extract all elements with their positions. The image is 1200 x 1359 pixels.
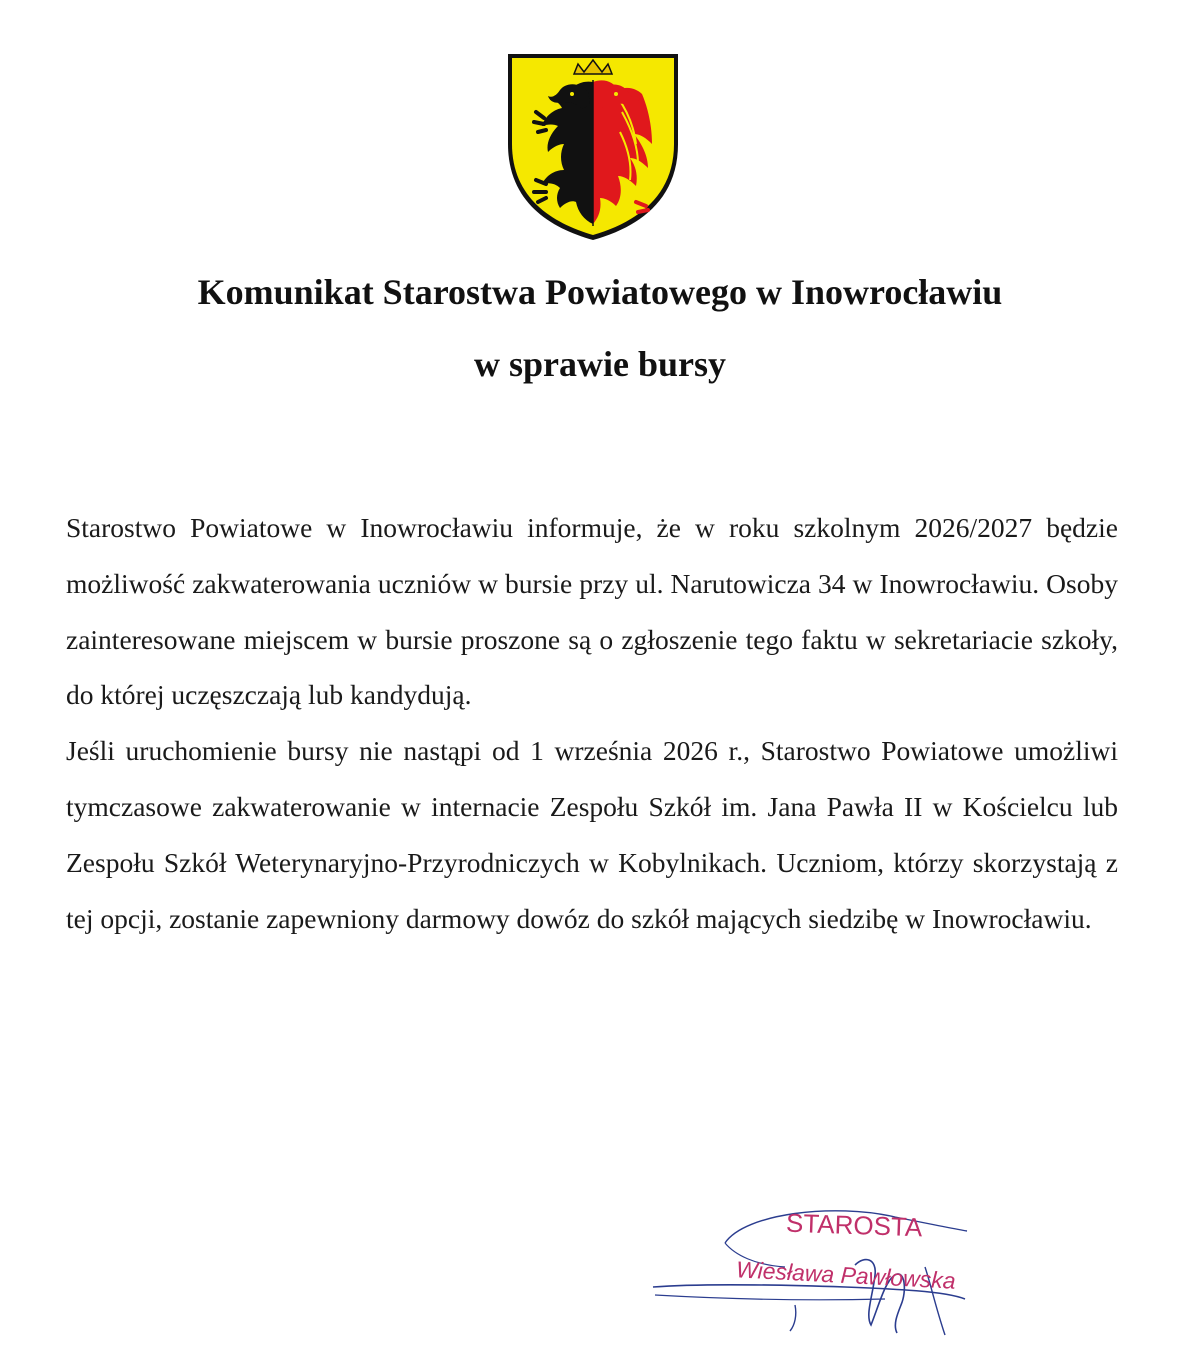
stamp-name: Wiesława Pawłowska [735, 1256, 957, 1294]
document-subtitle: w sprawie bursy [473, 344, 727, 384]
stamp-title: STAROSTA [785, 1207, 923, 1243]
paragraph-2: Jeśli uruchomienie bursy nie nastąpi od 1 września 2026 r., Starostwo Powiatowe umożliwi tymczasowe zakwaterowanie w internacie Zespołu Szkół im. Jana Pawła II w Kościelcu lub Zespołu Szkół Weterynaryjno-Przyrodniczych w Kobylnikach. Uczniom, którzy skorzystają z tej opcji, zostanie zapewniony darmowy dowóz do szkół mających siedzibę w Inowrocławiu. [66, 735, 1118, 934]
paragraph-1: Starostwo Powiatowe w Inowrocławiu informuje, że w roku szkolnym 2026/2027 będzie możliwość zakwaterowania uczniów w bursie przy ul. Narutowicza 34 w Inowrocławiu. Osoby zainteresowane miejscem w bursie proszone są o zgłoszenie tego faktu w sekretariacie szkoły, do której uczęszczają lub kandydują. [66, 512, 1118, 711]
document-body [66, 500, 1118, 946]
document-title: Komunikat Starostwa Powiatowego w Inowrocławiu [197, 272, 1003, 312]
coat-of-arms-icon [506, 52, 680, 242]
